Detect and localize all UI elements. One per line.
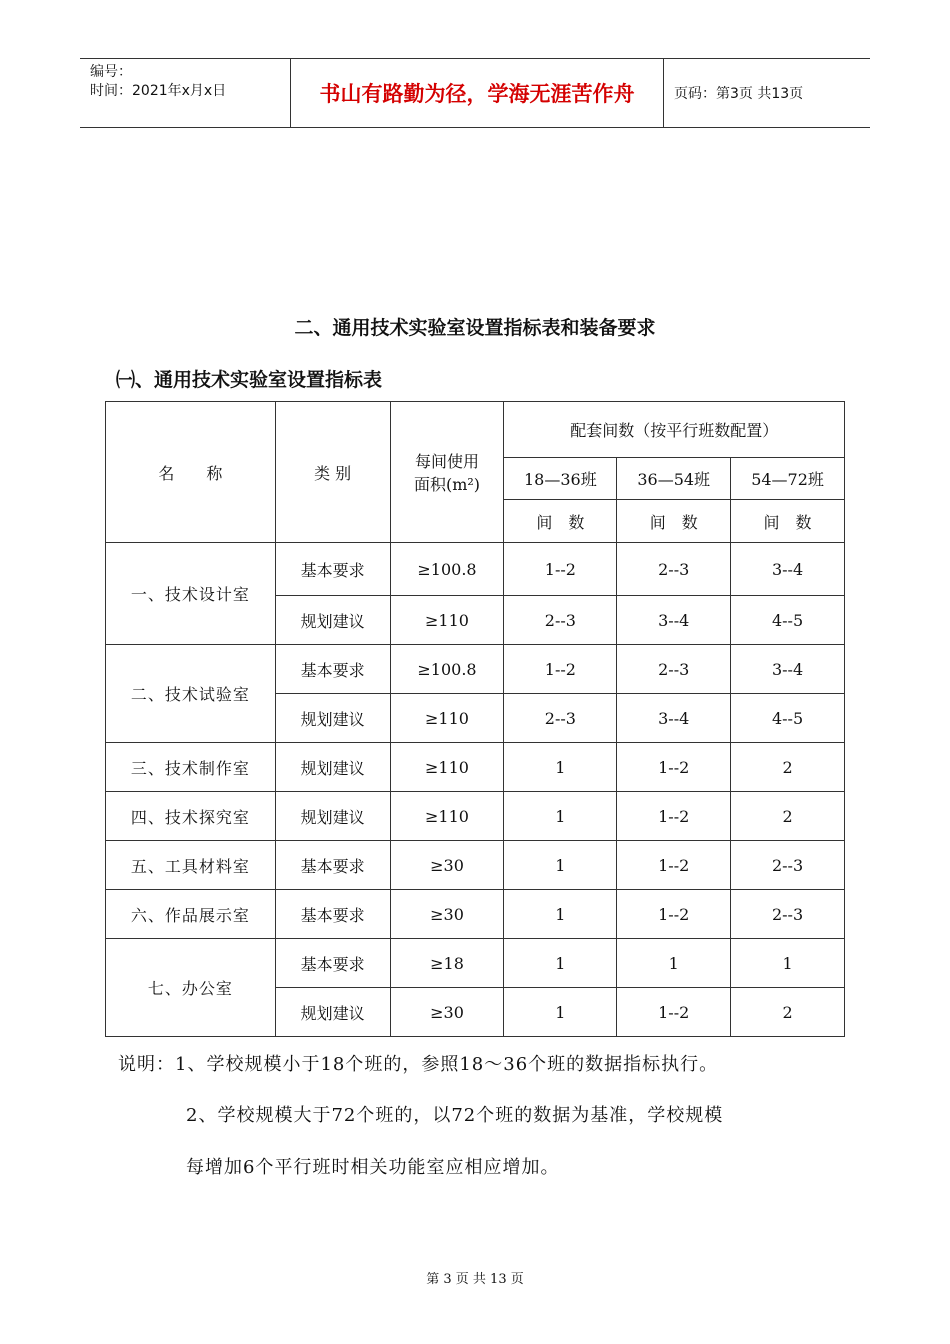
room-type: 基本要求 (275, 543, 390, 596)
room-count: 1 (504, 939, 617, 988)
room-count: 1--2 (504, 543, 617, 596)
room-type: 规划建议 (275, 694, 390, 743)
room-type: 规划建议 (275, 988, 390, 1037)
table-header-area: 每间使用 面积(m²) (390, 402, 504, 543)
document-number: 编号： (90, 64, 132, 80)
room-area: ≥100.8 (390, 645, 504, 694)
room-name: 七、办公室 (106, 939, 276, 1037)
table-row (106, 890, 845, 939)
room-count: 2 (731, 988, 845, 1037)
room-area: ≥30 (390, 988, 504, 1037)
table-row (106, 792, 845, 841)
room-area: ≥18 (390, 939, 504, 988)
room-name: 四、技术探究室 (106, 792, 276, 841)
room-count: 3--4 (617, 596, 731, 645)
room-count: 4--5 (731, 596, 845, 645)
table-header-class-range: 36—54班 (617, 458, 731, 500)
table-header-type: 类 别 (275, 402, 390, 543)
subsection-title: ㈠、通用技术实验室设置指标表 (116, 369, 383, 391)
room-count: 1 (504, 792, 617, 841)
room-area: ≥110 (390, 743, 504, 792)
room-area: ≥110 (390, 694, 504, 743)
room-area: ≥110 (390, 792, 504, 841)
page-footer: 第 3 页 共 13 页 (426, 1272, 524, 1287)
room-count: 2--3 (731, 890, 845, 939)
section-title: 二、通用技术实验室设置指标表和装备要求 (294, 317, 656, 339)
table-header-name: 名 称 (106, 402, 276, 543)
room-count: 3--4 (617, 694, 731, 743)
header-motto: 书山有路勤为径，学海无涯苦作舟 (291, 59, 664, 127)
room-count: 2 (731, 743, 845, 792)
room-type: 规划建议 (275, 743, 390, 792)
note-line-2: 2、学校规模大于72个班的，以72个班的数据为基准，学校规模 (186, 1105, 724, 1126)
table-header-unit: 间 数 (617, 500, 731, 543)
note-line-3: 每增加6个平行班时相关功能室应相应增加。 (186, 1157, 560, 1178)
room-count: 1--2 (617, 841, 731, 890)
room-count: 4--5 (731, 694, 845, 743)
room-count: 2--3 (617, 543, 731, 596)
table-header-group: 配套间数（按平行班数配置） (504, 402, 845, 458)
room-name: 三、技术制作室 (106, 743, 276, 792)
header-meta (80, 59, 291, 127)
room-count: 2--3 (617, 645, 731, 694)
room-count: 1 (504, 841, 617, 890)
document-time: 时间：2021年x月x日 (90, 83, 227, 99)
header-page-number: 页码：第3页 共13页 (674, 86, 804, 102)
room-count: 1--2 (504, 645, 617, 694)
room-name: 六、作品展示室 (106, 890, 276, 939)
room-count: 1 (504, 890, 617, 939)
room-count: 1--2 (617, 890, 731, 939)
room-type: 基本要求 (275, 939, 390, 988)
room-count: 1 (504, 743, 617, 792)
room-count: 1 (617, 939, 731, 988)
room-type: 规划建议 (275, 596, 390, 645)
room-count: 2--3 (504, 694, 617, 743)
room-count: 2--3 (504, 596, 617, 645)
room-count: 2 (731, 792, 845, 841)
room-name: 五、工具材料室 (106, 841, 276, 890)
room-type: 基本要求 (275, 890, 390, 939)
table-row (106, 939, 845, 988)
table-row (106, 743, 845, 792)
room-count: 3--4 (731, 645, 845, 694)
table-row (106, 543, 845, 596)
table-header-unit: 间 数 (504, 500, 617, 543)
room-count: 1 (504, 988, 617, 1037)
room-count: 1--2 (617, 743, 731, 792)
room-name: 二、技术试验室 (106, 645, 276, 743)
room-area: ≥100.8 (390, 543, 504, 596)
room-area: ≥110 (390, 596, 504, 645)
room-count: 3--4 (731, 543, 845, 596)
table-row (106, 645, 845, 694)
room-count: 2--3 (731, 841, 845, 890)
table-header-class-range: 54—72班 (731, 458, 845, 500)
room-area: ≥30 (390, 841, 504, 890)
lab-settings-table (105, 401, 845, 1037)
table-row (106, 841, 845, 890)
table-header-class-range: 18—36班 (504, 458, 617, 500)
room-area: ≥30 (390, 890, 504, 939)
room-name: 一、技术设计室 (106, 543, 276, 645)
page-header (80, 58, 870, 128)
room-type: 基本要求 (275, 841, 390, 890)
table-header-unit: 间 数 (731, 500, 845, 543)
room-count: 1--2 (617, 792, 731, 841)
note-line-1: 说明：1、学校规模小于18个班的，参照18～36个班的数据指标执行。 (118, 1054, 719, 1075)
room-type: 基本要求 (275, 645, 390, 694)
room-type: 规划建议 (275, 792, 390, 841)
room-count: 1 (731, 939, 845, 988)
room-count: 1--2 (617, 988, 731, 1037)
